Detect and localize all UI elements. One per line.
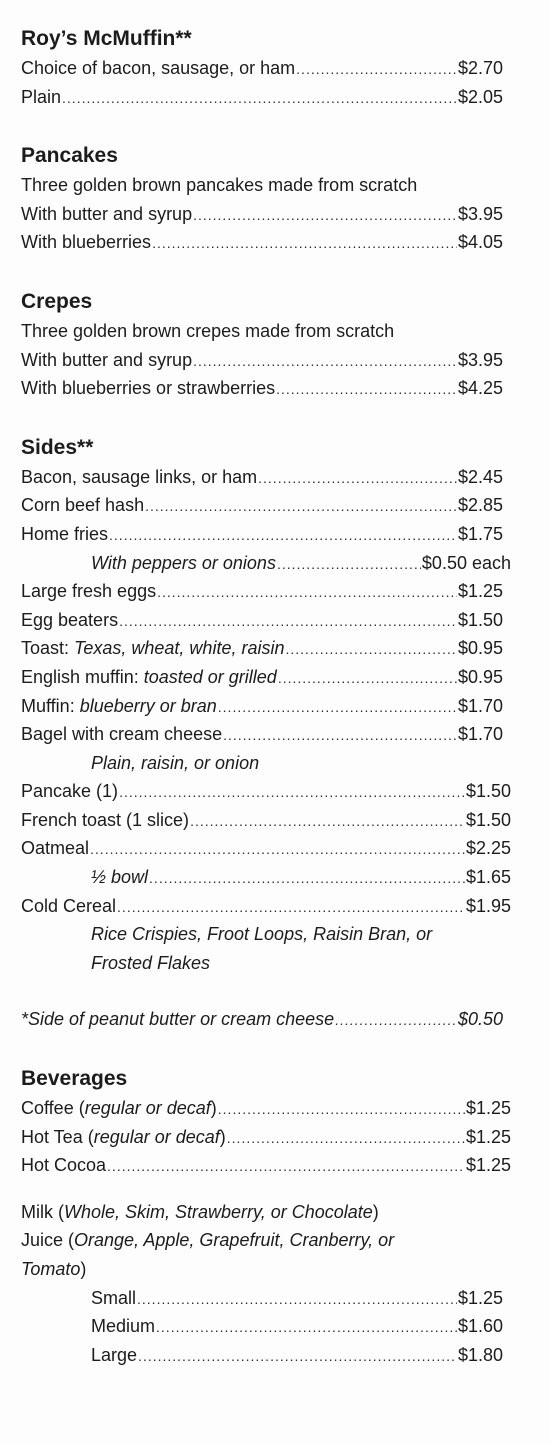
item-name: With butter and syrup [21, 203, 193, 224]
item-name-text: Juice ( [21, 1230, 75, 1251]
item-price: $1.80 [457, 1344, 503, 1365]
dot-leader [276, 375, 457, 404]
item-price: $1.50 [465, 809, 511, 830]
dot-leader [258, 464, 457, 493]
dot-leader [145, 492, 457, 521]
menu-item [21, 663, 503, 692]
item-name: Choice of bacon, sausage, or ham [21, 58, 296, 78]
menu-item [21, 1123, 511, 1152]
item-price: $2.45 [457, 466, 503, 487]
section-crepes [21, 287, 503, 403]
item-name-text: Milk ( [21, 1201, 64, 1222]
item-detail: blueberry or bran [79, 695, 217, 716]
dot-leader [156, 1313, 457, 1342]
item-detail: regular or decaf [84, 1098, 211, 1119]
dot-leader [109, 521, 457, 550]
menu-item-addon [21, 549, 511, 578]
dot-leader [157, 578, 457, 607]
item-price: $0.95 [457, 638, 503, 659]
milk-line [21, 1198, 503, 1227]
item-name: *Side of peanut butter or cream cheese [21, 1009, 335, 1030]
dot-leader [278, 664, 457, 693]
menu-item [21, 892, 511, 921]
item-price: $2.25 [465, 838, 511, 859]
item-price: $2.85 [457, 495, 503, 516]
menu-item [21, 606, 503, 635]
menu-item [21, 834, 511, 863]
section-title: Crepes [21, 289, 93, 313]
menu-item [91, 1284, 503, 1313]
juice-line-continued [21, 1255, 503, 1284]
item-name-text: Coffee ( [21, 1098, 85, 1119]
dot-leader [62, 84, 457, 113]
dot-leader [138, 1342, 457, 1371]
menu-item [21, 520, 503, 549]
item-name: Small [91, 1287, 137, 1308]
section-pancakes [21, 141, 503, 257]
dot-leader [152, 229, 457, 258]
item-price: $1.25 [457, 1287, 503, 1308]
menu-item [21, 200, 503, 229]
item-name [21, 1094, 217, 1123]
item-name: With butter and syrup [21, 349, 193, 370]
menu-item [21, 463, 503, 492]
item-name: Cold Cereal [21, 895, 117, 916]
menu-item [21, 374, 503, 403]
section-title: Roy’s McMuffin** [21, 27, 192, 50]
item-name: Large fresh eggs [21, 581, 157, 602]
dot-leader [137, 1285, 457, 1314]
section-title: Beverages [21, 1067, 128, 1091]
item-name: Plain [21, 86, 62, 107]
section-mcmuffin [21, 24, 503, 111]
section-description: Three golden brown pancakes made from scratch [21, 175, 418, 196]
item-name-text: Hot Tea ( [21, 1126, 94, 1147]
item-name: Bagel with cream cheese [21, 724, 223, 745]
item-name: Pancake (1) [21, 781, 119, 802]
item-price: $1.75 [457, 523, 503, 544]
item-price: $0.95 [457, 666, 503, 687]
dot-leader [119, 607, 457, 636]
section-title: Pancakes [21, 144, 118, 168]
dot-leader [149, 864, 465, 893]
item-price: $1.50 [457, 609, 503, 630]
item-detail: Tomato [21, 1259, 81, 1279]
item-name-text: English muffin: [21, 666, 144, 687]
item-name: Home fries [21, 523, 109, 544]
item-price: $2.05 [457, 86, 503, 107]
item-price: $4.25 [457, 378, 503, 399]
item-name [21, 634, 284, 663]
dot-leader [285, 635, 456, 664]
item-name: ½ bowl [91, 867, 149, 888]
item-price: $4.05 [457, 232, 503, 253]
item-price: $2.70 [457, 58, 503, 78]
item-name [21, 1123, 226, 1152]
dot-leader [119, 778, 465, 807]
item-name: With blueberries [21, 232, 152, 253]
item-detail: regular or decaf [93, 1126, 220, 1147]
dot-leader [117, 893, 465, 922]
item-name: With peppers or onions [91, 552, 276, 573]
menu-item [21, 1151, 511, 1180]
side-note [21, 1005, 503, 1034]
item-options: Plain, raisin, or onion [91, 752, 260, 773]
juice-sizes [21, 1284, 503, 1370]
juice-line [21, 1226, 503, 1255]
item-suffix: ) [219, 1126, 226, 1147]
section-description: Three golden brown crepes made from scratch [21, 320, 395, 341]
item-suffix: ) [80, 1259, 87, 1279]
dot-leader [90, 835, 465, 864]
menu-item [21, 491, 503, 520]
section-title: Sides** [21, 435, 94, 459]
dot-leader [218, 693, 457, 722]
dot-leader [190, 807, 465, 836]
item-name: Bacon, sausage links, or ham [21, 466, 258, 487]
item-price: $1.60 [457, 1316, 503, 1337]
section-beverages [21, 1064, 511, 1369]
item-name [21, 692, 217, 721]
item-price: $0.50 [457, 1009, 503, 1030]
menu-item [21, 634, 503, 663]
menu-item [21, 806, 511, 835]
dot-leader [193, 347, 457, 376]
item-price: $1.95 [465, 895, 511, 916]
item-price: $3.95 [457, 203, 503, 224]
item-name: French toast (1 slice) [21, 809, 190, 830]
menu-item-addon [21, 863, 511, 892]
item-name: Egg beaters [21, 609, 119, 630]
menu-item [91, 1312, 503, 1341]
item-price: $1.70 [457, 695, 503, 716]
item-name: Large [91, 1344, 138, 1365]
item-price: $1.25 [465, 1155, 511, 1176]
item-name: With blueberries or strawberries [21, 378, 276, 399]
dot-leader [296, 55, 457, 84]
dot-leader [335, 1006, 457, 1035]
item-price: $1.70 [457, 724, 503, 745]
menu-item [21, 83, 503, 112]
item-name [21, 663, 277, 692]
menu-item [21, 1094, 511, 1123]
menu-item [21, 777, 511, 806]
item-name-text: Toast: [21, 638, 75, 659]
dot-leader [107, 1152, 465, 1181]
menu-item [21, 346, 503, 375]
item-name: Medium [91, 1316, 156, 1337]
item-detail: Texas, wheat, white, raisin [74, 638, 285, 659]
item-options: Rice Crispies, Froot Loops, Raisin Bran, or Frosted Flakes [91, 924, 433, 973]
dot-leader [227, 1124, 465, 1153]
item-name-text: Muffin: [21, 695, 80, 716]
item-detail: Whole, Skim, Strawberry, or Chocolate [64, 1201, 373, 1222]
item-price: $3.95 [457, 349, 503, 370]
dot-leader [277, 550, 421, 579]
item-price: $1.65 [465, 867, 511, 888]
menu-item [21, 54, 503, 83]
item-detail: Orange, Apple, Grapefruit, Cranberry, or [74, 1230, 395, 1251]
item-name: Hot Cocoa [21, 1155, 107, 1176]
item-price: $1.25 [465, 1126, 511, 1147]
item-detail: toasted or grilled [143, 666, 277, 687]
dot-leader [223, 721, 457, 750]
menu-item [91, 1341, 503, 1370]
item-name: Oatmeal [21, 838, 90, 859]
item-price: $1.25 [457, 581, 503, 602]
menu-item [21, 228, 503, 257]
dot-leader [193, 201, 457, 230]
dot-leader [218, 1095, 465, 1124]
item-price: $1.50 [465, 781, 511, 802]
item-suffix: ) [372, 1201, 379, 1222]
menu-item [21, 577, 503, 606]
menu-item [21, 720, 503, 749]
section-sides [21, 433, 511, 1034]
item-price: $1.25 [465, 1098, 511, 1119]
item-suffix: ) [210, 1098, 217, 1119]
item-name: Corn beef hash [21, 495, 145, 516]
menu-item [21, 692, 503, 721]
item-price: $0.50 each [421, 552, 511, 573]
